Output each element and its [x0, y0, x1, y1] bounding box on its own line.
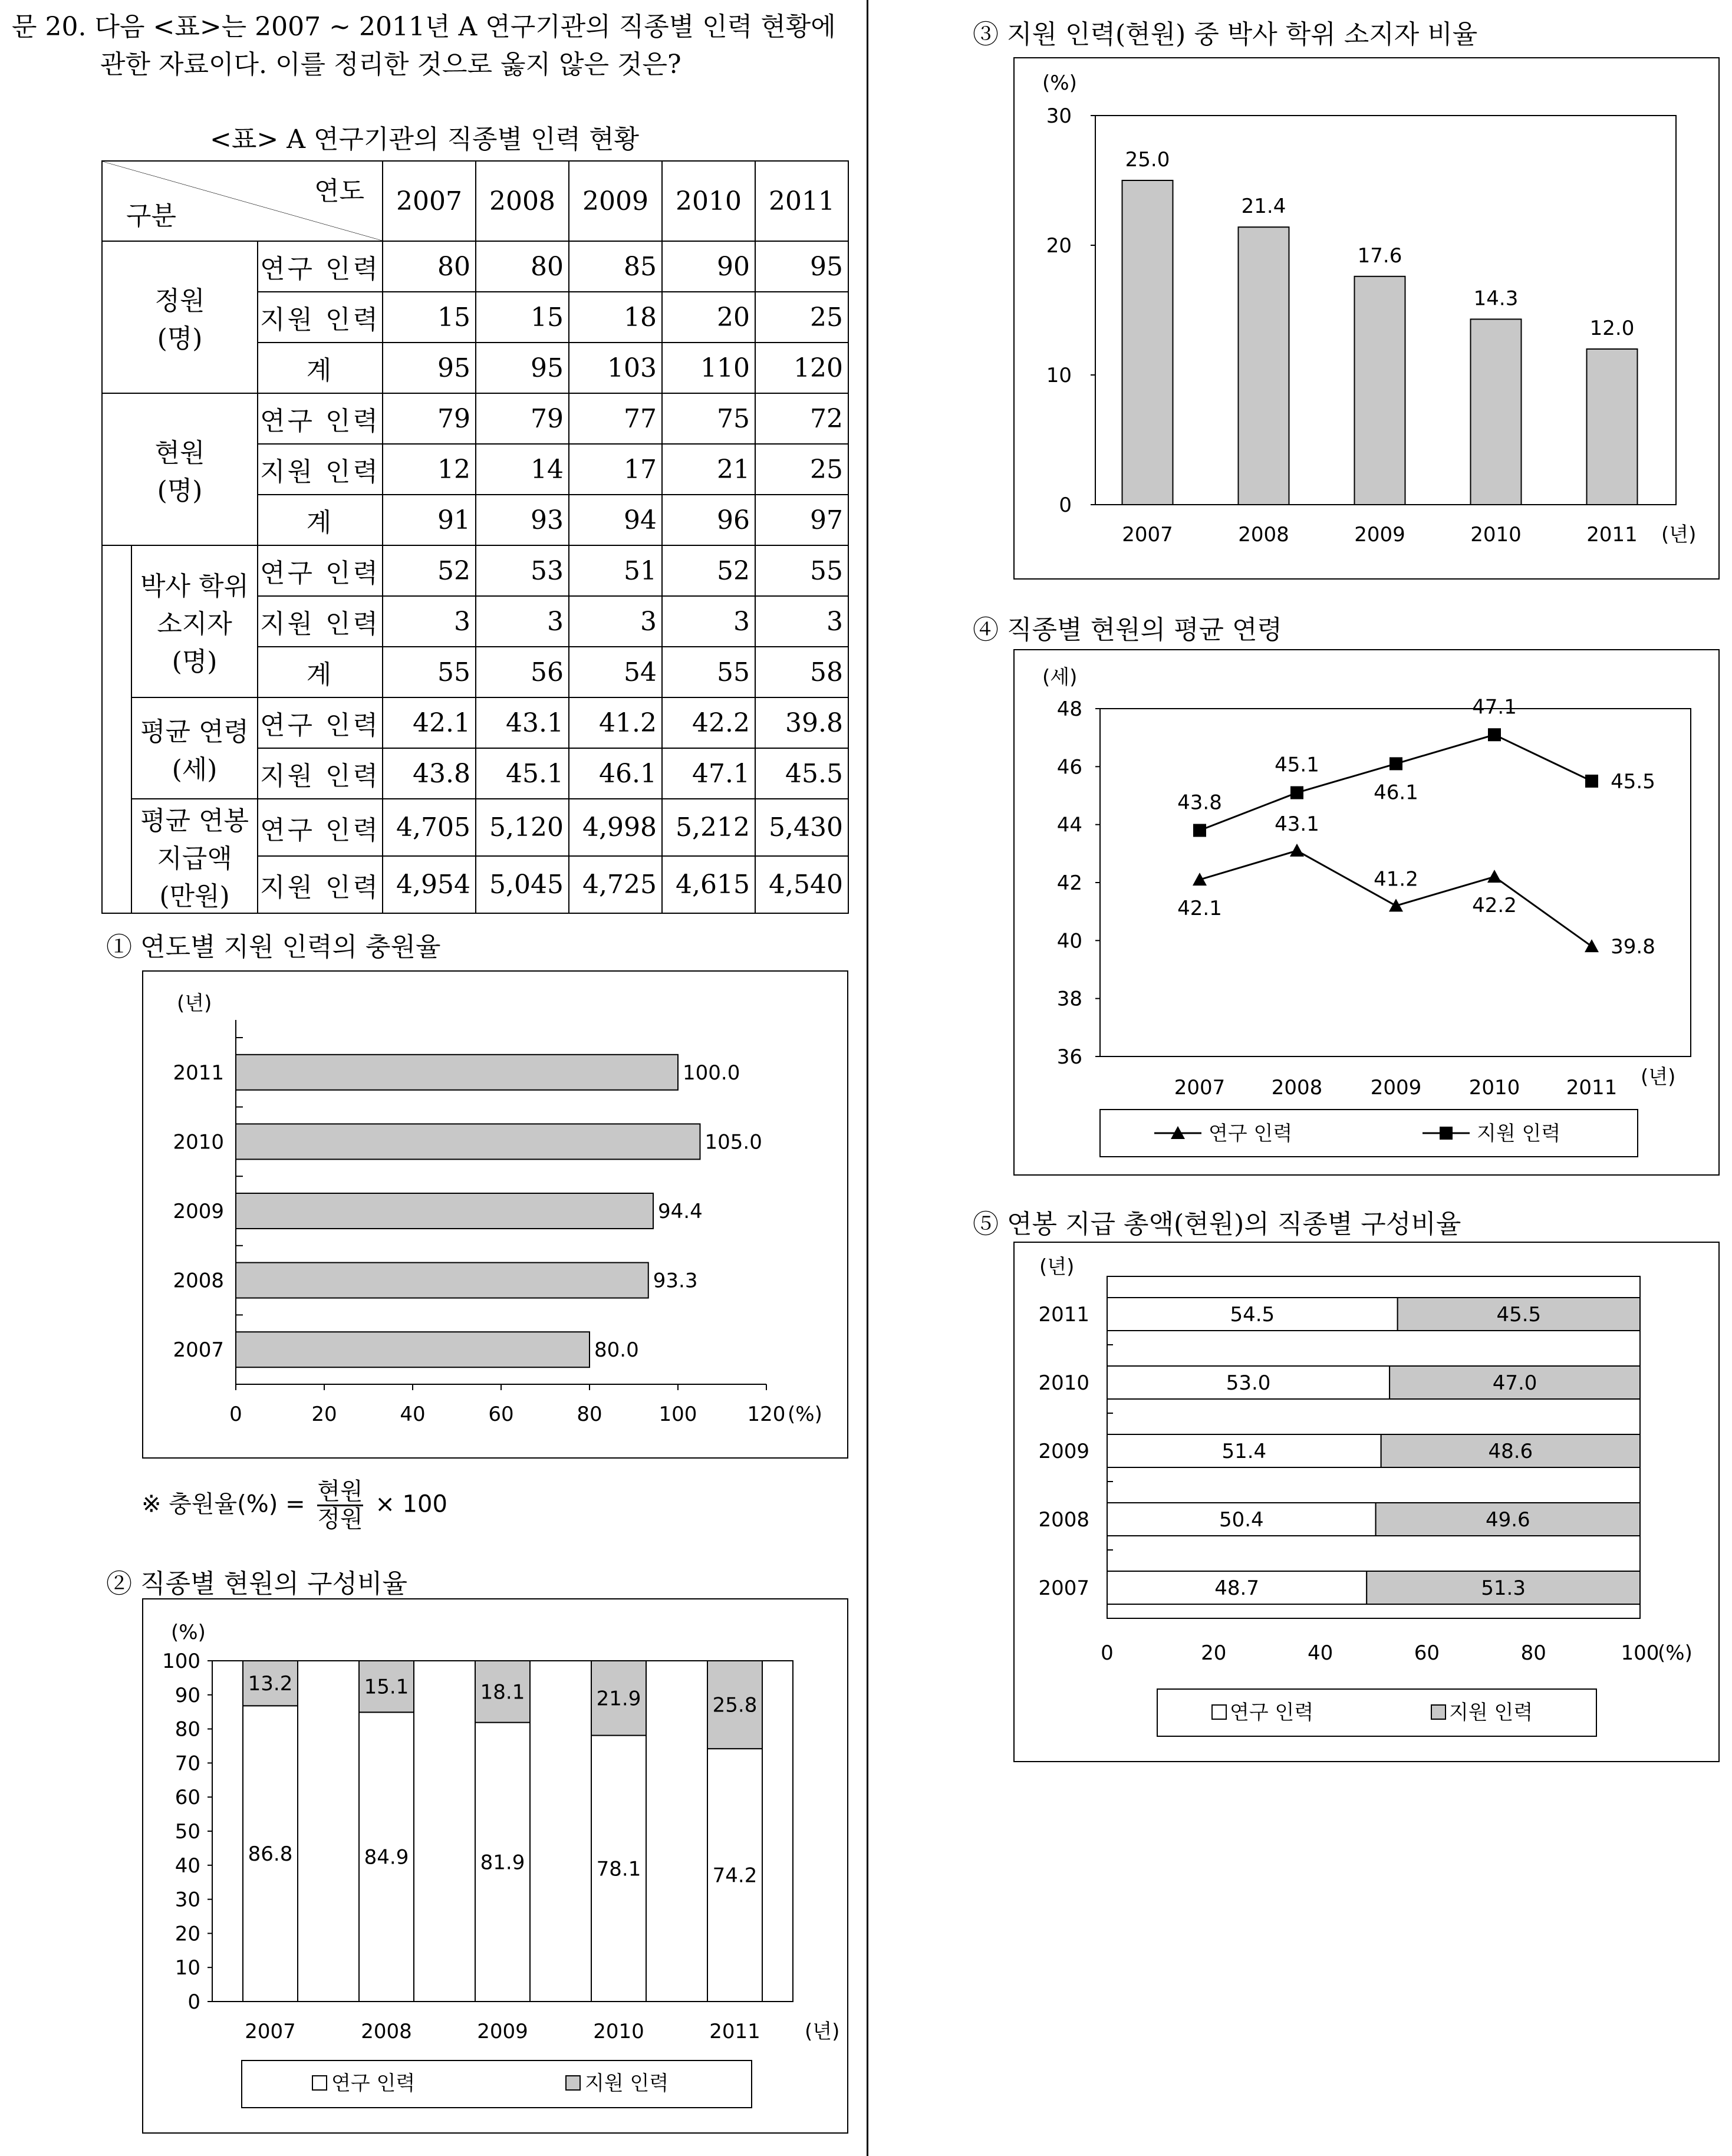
table-cell: 85: [569, 241, 662, 292]
x-tick-label: 2011: [709, 2020, 760, 2043]
chart-4-average-age: [1013, 649, 1720, 1176]
column-divider: [867, 0, 868, 2156]
formula-numerator: 현원: [317, 1478, 363, 1505]
x-axis-unit: (년): [1661, 523, 1697, 547]
subcategory-label: 지원 인력: [258, 444, 383, 495]
table-cell: 55: [662, 647, 755, 697]
x-tick-label: 60: [1414, 1641, 1440, 1665]
header-category-label: 구분: [126, 201, 177, 231]
subcategory-label: 계: [258, 647, 383, 697]
y-tick-label: 0: [1059, 493, 1072, 517]
table-cell: 53: [476, 545, 569, 596]
bar: [236, 1332, 590, 1367]
table-cell: 51: [569, 545, 662, 596]
data-label: 41.2: [1374, 867, 1418, 891]
x-tick-label: 2007: [1174, 1076, 1226, 1100]
chart-2-staff-composition: [141, 1598, 849, 2134]
y-tick-label: 20: [1046, 234, 1072, 258]
y-tick-label: 80: [174, 1717, 200, 1742]
table-cell: 4,725: [569, 856, 662, 913]
table-cell: 47.1: [662, 748, 755, 799]
legend-label: 연구 인력: [1209, 1122, 1293, 1146]
table-cell: 20: [662, 292, 755, 343]
x-tick-label: 2007: [245, 2020, 296, 2043]
table-cell: 4,705: [383, 799, 476, 856]
x-tick-label: 2007: [1122, 523, 1173, 547]
group-label-line: 지급액: [157, 844, 232, 874]
data-label: 80.0: [594, 1338, 639, 1362]
y-tick-label: 70: [174, 1752, 200, 1776]
group-label-line: (명): [157, 476, 203, 506]
x-tick-label: 0: [1101, 1641, 1114, 1665]
data-label: 84.9: [364, 1845, 409, 1869]
data-label: 25.0: [1125, 148, 1170, 172]
table-cell: 91: [383, 495, 476, 545]
x-tick-label: 20: [1201, 1641, 1227, 1665]
table-cell: 25: [755, 444, 848, 495]
x-tick-label: 2009: [477, 2020, 528, 2043]
table-cell: 52: [383, 545, 476, 596]
triangle-marker: [1487, 870, 1501, 883]
group-label: [102, 241, 258, 393]
table-cell: 94: [569, 495, 662, 545]
y-tick-label: 20: [174, 1922, 200, 1946]
table-cell: 5,212: [662, 799, 755, 856]
subcategory-label: 지원 인력: [258, 748, 383, 799]
group-indent-cell: [102, 545, 131, 913]
y-tick-label: 2010: [1038, 1371, 1089, 1395]
subcategory-label: 연구 인력: [258, 799, 383, 856]
table-cell: 5,120: [476, 799, 569, 856]
square-marker: [1290, 786, 1303, 799]
bar: [1471, 319, 1522, 505]
bar: [1355, 277, 1405, 505]
year-header: 2010: [662, 161, 755, 241]
square-marker: [1488, 728, 1501, 741]
legend-swatch: [1431, 1705, 1445, 1719]
chart-5-title: ⑤ 연봉 지급 총액(현원)의 직종별 구성비율: [973, 1209, 1461, 1239]
group-label-line: 소지자: [157, 609, 232, 639]
group-label-line: 정원: [154, 286, 205, 316]
table-cell: 12: [383, 444, 476, 495]
table-cell: 77: [569, 393, 662, 444]
subcategory-label: 지원 인력: [258, 856, 383, 913]
x-axis-unit: (년): [805, 2020, 840, 2043]
legend-label: 지원 인력: [585, 2072, 669, 2095]
table-cell: 4,998: [569, 799, 662, 856]
y-tick-label: 48: [1056, 697, 1082, 721]
formula-fraction: [317, 1479, 363, 1532]
data-label: 45.1: [1275, 753, 1319, 777]
header-year-label: 연도: [314, 176, 364, 206]
square-marker: [1389, 757, 1402, 770]
y-tick-label: 2010: [173, 1130, 224, 1154]
data-label: 43.8: [1177, 791, 1222, 815]
data-label: 45.5: [1496, 1303, 1542, 1326]
subcategory-label: 지원 인력: [258, 292, 383, 343]
table-cell: 93: [476, 495, 569, 545]
table-cell: 5,430: [755, 799, 848, 856]
square-marker: [1585, 775, 1598, 788]
y-tick-label: 2008: [173, 1269, 224, 1293]
table-cell: 80: [383, 241, 476, 292]
chart-1-title: ① 연도별 지원 인력의 충원율: [106, 932, 441, 962]
table-cell: 3: [476, 596, 569, 647]
table-cell: 55: [383, 647, 476, 697]
y-tick-label: 60: [174, 1786, 200, 1810]
data-label: 47.0: [1492, 1371, 1537, 1395]
bar: [1587, 349, 1638, 505]
y-tick-label: 38: [1056, 987, 1082, 1011]
year-header: 2008: [476, 161, 569, 241]
table-cell: 4,615: [662, 856, 755, 913]
subcategory-label: 계: [258, 343, 383, 393]
triangle-marker: [1290, 844, 1304, 857]
data-label: 53.0: [1226, 1371, 1271, 1395]
y-axis-unit: (년): [1039, 1255, 1075, 1279]
group-label-line: 현원: [154, 438, 205, 468]
data-label: 43.1: [1275, 812, 1319, 836]
square-marker: [1193, 824, 1206, 837]
y-tick-label: 0: [187, 1990, 200, 2014]
y-tick-label: 40: [174, 1854, 200, 1878]
table-cell: 4,954: [383, 856, 476, 913]
table-cell: 45.1: [476, 748, 569, 799]
table-cell: 52: [662, 545, 755, 596]
x-tick-label: 20: [311, 1403, 337, 1426]
legend-swatch: [312, 2076, 327, 2090]
chart-5-salary-composition: [1013, 1241, 1720, 1763]
question-text: [12, 8, 849, 84]
group-label-line: (만원): [159, 881, 230, 911]
table-corner-cell: [102, 161, 383, 241]
data-label: 25.8: [712, 1693, 758, 1717]
y-tick-label: 40: [1056, 929, 1082, 953]
legend-label: 연구 인력: [331, 2072, 416, 2095]
data-label: 50.4: [1219, 1508, 1264, 1532]
table-cell: 55: [755, 545, 848, 596]
bar: [1239, 227, 1289, 505]
table-cell: 3: [755, 596, 848, 647]
table-cell: 17: [569, 444, 662, 495]
data-label: 45.5: [1611, 769, 1655, 794]
group-label-line: (명): [172, 647, 218, 677]
x-tick-label: 0: [229, 1403, 242, 1426]
y-axis-unit: (년): [177, 992, 212, 1015]
x-tick-label: 100: [1621, 1641, 1659, 1665]
bar: [236, 1193, 653, 1229]
data-label: 12.0: [1589, 317, 1635, 340]
y-tick-label: 50: [174, 1820, 200, 1844]
x-tick-label: 2010: [1470, 523, 1522, 547]
x-tick-label: 2009: [1370, 1076, 1422, 1100]
data-label: 13.2: [248, 1672, 293, 1696]
question-line-1: 문 20. 다음 <표>는 2007 ~ 2011년 A 연구기관의 직종별 인력 현황에: [12, 12, 836, 42]
table-cell: 96: [662, 495, 755, 545]
y-tick-label: 90: [174, 1683, 200, 1707]
table-cell: 110: [662, 343, 755, 393]
bar: [236, 1124, 700, 1159]
table-cell: 90: [662, 241, 755, 292]
table-cell: 79: [383, 393, 476, 444]
x-tick-label: 100: [658, 1403, 697, 1426]
table-cell: 15: [383, 292, 476, 343]
subcategory-label: 지원 인력: [258, 596, 383, 647]
data-label: 105.0: [704, 1130, 762, 1154]
formula-denominator: 정원: [317, 1506, 363, 1533]
data-label: 48.6: [1488, 1440, 1533, 1463]
table-cell: 103: [569, 343, 662, 393]
y-tick-label: 2007: [1038, 1576, 1089, 1600]
chart-4-title: ④ 직종별 현원의 평균 연령: [973, 615, 1282, 645]
table-cell: 3: [662, 596, 755, 647]
data-label: 14.3: [1473, 287, 1519, 311]
y-tick-label: 46: [1056, 755, 1082, 779]
x-tick-label: 2008: [1238, 523, 1289, 547]
x-tick-label: 2008: [1271, 1076, 1323, 1100]
data-label: 42.1: [1177, 897, 1222, 921]
table-cell: 46.1: [569, 748, 662, 799]
x-tick-label: 60: [488, 1403, 514, 1426]
x-tick-label: 2009: [1354, 523, 1405, 547]
chart-1-fill-rate: [141, 970, 849, 1459]
table-cell: 4,540: [755, 856, 848, 913]
table-cell: 79: [476, 393, 569, 444]
formula-suffix: × 100: [375, 1490, 447, 1518]
subcategory-label: 계: [258, 495, 383, 545]
formula-prefix: ※ 충원율(%) =: [141, 1490, 305, 1518]
chart-3-title: ③ 지원 인력(현원) 중 박사 학위 소지자 비율: [973, 19, 1478, 50]
series-line: [1200, 851, 1592, 946]
group-label: [131, 697, 258, 799]
x-tick-label: 2011: [1586, 523, 1638, 547]
table-cell: 97: [755, 495, 848, 545]
subcategory-label: 연구 인력: [258, 545, 383, 596]
table-cell: 58: [755, 647, 848, 697]
table-cell: 25: [755, 292, 848, 343]
chart-2-title: ② 직종별 현원의 구성비율: [106, 1569, 407, 1599]
data-label: 78.1: [596, 1857, 641, 1881]
x-axis-unit: (%): [1658, 1641, 1693, 1665]
data-label: 39.8: [1611, 935, 1655, 959]
x-tick-label: 80: [1520, 1641, 1546, 1665]
y-tick-label: 30: [1046, 104, 1072, 128]
y-tick-label: 44: [1056, 813, 1082, 837]
y-tick-label: 10: [174, 1956, 200, 1980]
legend-swatch: [566, 2076, 580, 2090]
chart-3-phd-ratio: [1013, 57, 1720, 580]
y-tick-label: 2009: [1038, 1440, 1089, 1463]
y-axis-unit: (%): [171, 1621, 206, 1644]
table-cell: 56: [476, 647, 569, 697]
group-label-line: 평균 연봉: [140, 806, 249, 836]
table-cell: 15: [476, 292, 569, 343]
table-cell: 3: [383, 596, 476, 647]
table-cell: 21: [662, 444, 755, 495]
table-cell: 42.1: [383, 697, 476, 748]
group-label: [131, 545, 258, 697]
subcategory-label: 연구 인력: [258, 393, 383, 444]
x-tick-label: 120: [747, 1403, 786, 1426]
data-label: 81.9: [480, 1851, 525, 1875]
data-label: 49.6: [1485, 1508, 1530, 1532]
table-cell: 5,045: [476, 856, 569, 913]
y-tick-label: 36: [1056, 1045, 1082, 1069]
y-tick-label: 2007: [173, 1338, 224, 1362]
x-tick-label: 40: [1307, 1641, 1333, 1665]
y-axis-unit: (%): [1042, 71, 1077, 95]
x-tick-label: 2008: [361, 2020, 412, 2043]
table-cell: 120: [755, 343, 848, 393]
group-label-line: (세): [172, 755, 218, 785]
group-label: [102, 393, 258, 545]
y-tick-label: 2009: [173, 1200, 224, 1223]
y-axis-unit: (세): [1042, 666, 1078, 689]
x-axis-unit: (년): [1641, 1065, 1676, 1089]
data-label: 21.4: [1241, 195, 1286, 219]
table-cell: 95: [476, 343, 569, 393]
x-tick-label: 80: [577, 1403, 602, 1426]
table-cell: 95: [755, 241, 848, 292]
table-cell: 75: [662, 393, 755, 444]
legend-label: 지원 인력: [1449, 1701, 1533, 1724]
table-cell: 43.1: [476, 697, 569, 748]
group-label-line: 박사 학위: [140, 571, 249, 601]
y-tick-label: 30: [174, 1888, 200, 1912]
staff-table: [101, 160, 849, 914]
x-tick-label: 2011: [1566, 1076, 1618, 1100]
data-label: 86.8: [248, 1842, 293, 1867]
y-tick-label: 10: [1046, 364, 1072, 387]
table-title: <표> A 연구기관의 직종별 인력 현황: [210, 124, 639, 154]
fill-rate-formula: [141, 1479, 447, 1532]
table-cell: 54: [569, 647, 662, 697]
data-label: 54.5: [1230, 1303, 1275, 1326]
table-cell: 14: [476, 444, 569, 495]
year-header: 2011: [755, 161, 848, 241]
table-cell: 43.8: [383, 748, 476, 799]
legend-swatch: [1212, 1705, 1226, 1719]
group-label-line: 평균 연령: [140, 717, 249, 747]
data-label: 18.1: [480, 1680, 525, 1704]
table-cell: 39.8: [755, 697, 848, 748]
data-label: 51.4: [1221, 1440, 1267, 1463]
table-cell: 45.5: [755, 748, 848, 799]
data-label: 48.7: [1214, 1576, 1259, 1600]
bar: [236, 1055, 678, 1090]
year-header: 2007: [383, 161, 476, 241]
legend-square-marker: [1440, 1127, 1453, 1140]
table-cell: 42.2: [662, 697, 755, 748]
data-label: 74.2: [712, 1864, 758, 1888]
table-cell: 72: [755, 393, 848, 444]
table-cell: 95: [383, 343, 476, 393]
subcategory-label: 연구 인력: [258, 241, 383, 292]
group-label-line: (명): [157, 324, 203, 354]
data-label: 51.3: [1481, 1576, 1526, 1600]
y-tick-label: 100: [162, 1650, 200, 1673]
data-label: 100.0: [683, 1061, 740, 1085]
triangle-marker: [1585, 939, 1599, 952]
legend-label: 지원 인력: [1477, 1122, 1561, 1146]
data-label: 93.3: [653, 1269, 698, 1293]
table-cell: 41.2: [569, 697, 662, 748]
data-label: 46.1: [1374, 781, 1418, 805]
bar: [1122, 180, 1173, 505]
data-label: 47.1: [1472, 695, 1517, 719]
data-label: 17.6: [1357, 243, 1402, 268]
y-tick-label: 2011: [1038, 1303, 1089, 1326]
y-tick-label: 42: [1056, 871, 1082, 895]
year-header: 2009: [569, 161, 662, 241]
table-cell: 80: [476, 241, 569, 292]
x-tick-label: 2010: [593, 2020, 644, 2043]
group-label: [131, 799, 258, 913]
question-line-2: 관한 자료이다. 이를 정리한 것으로 옳지 않은 것은?: [100, 50, 681, 80]
y-tick-label: 2011: [173, 1061, 224, 1085]
bar: [236, 1263, 648, 1298]
data-label: 21.9: [596, 1687, 641, 1711]
data-label: 94.4: [658, 1200, 703, 1223]
data-label: 42.2: [1472, 894, 1517, 918]
y-tick-label: 2008: [1038, 1508, 1089, 1532]
table-cell: 3: [569, 596, 662, 647]
table-cell: 18: [569, 292, 662, 343]
data-label: 15.1: [364, 1675, 409, 1699]
x-axis-unit: (%): [788, 1403, 822, 1426]
x-tick-label: 2010: [1468, 1076, 1520, 1100]
subcategory-label: 연구 인력: [258, 697, 383, 748]
legend-label: 연구 인력: [1230, 1701, 1314, 1724]
x-tick-label: 40: [400, 1403, 426, 1426]
